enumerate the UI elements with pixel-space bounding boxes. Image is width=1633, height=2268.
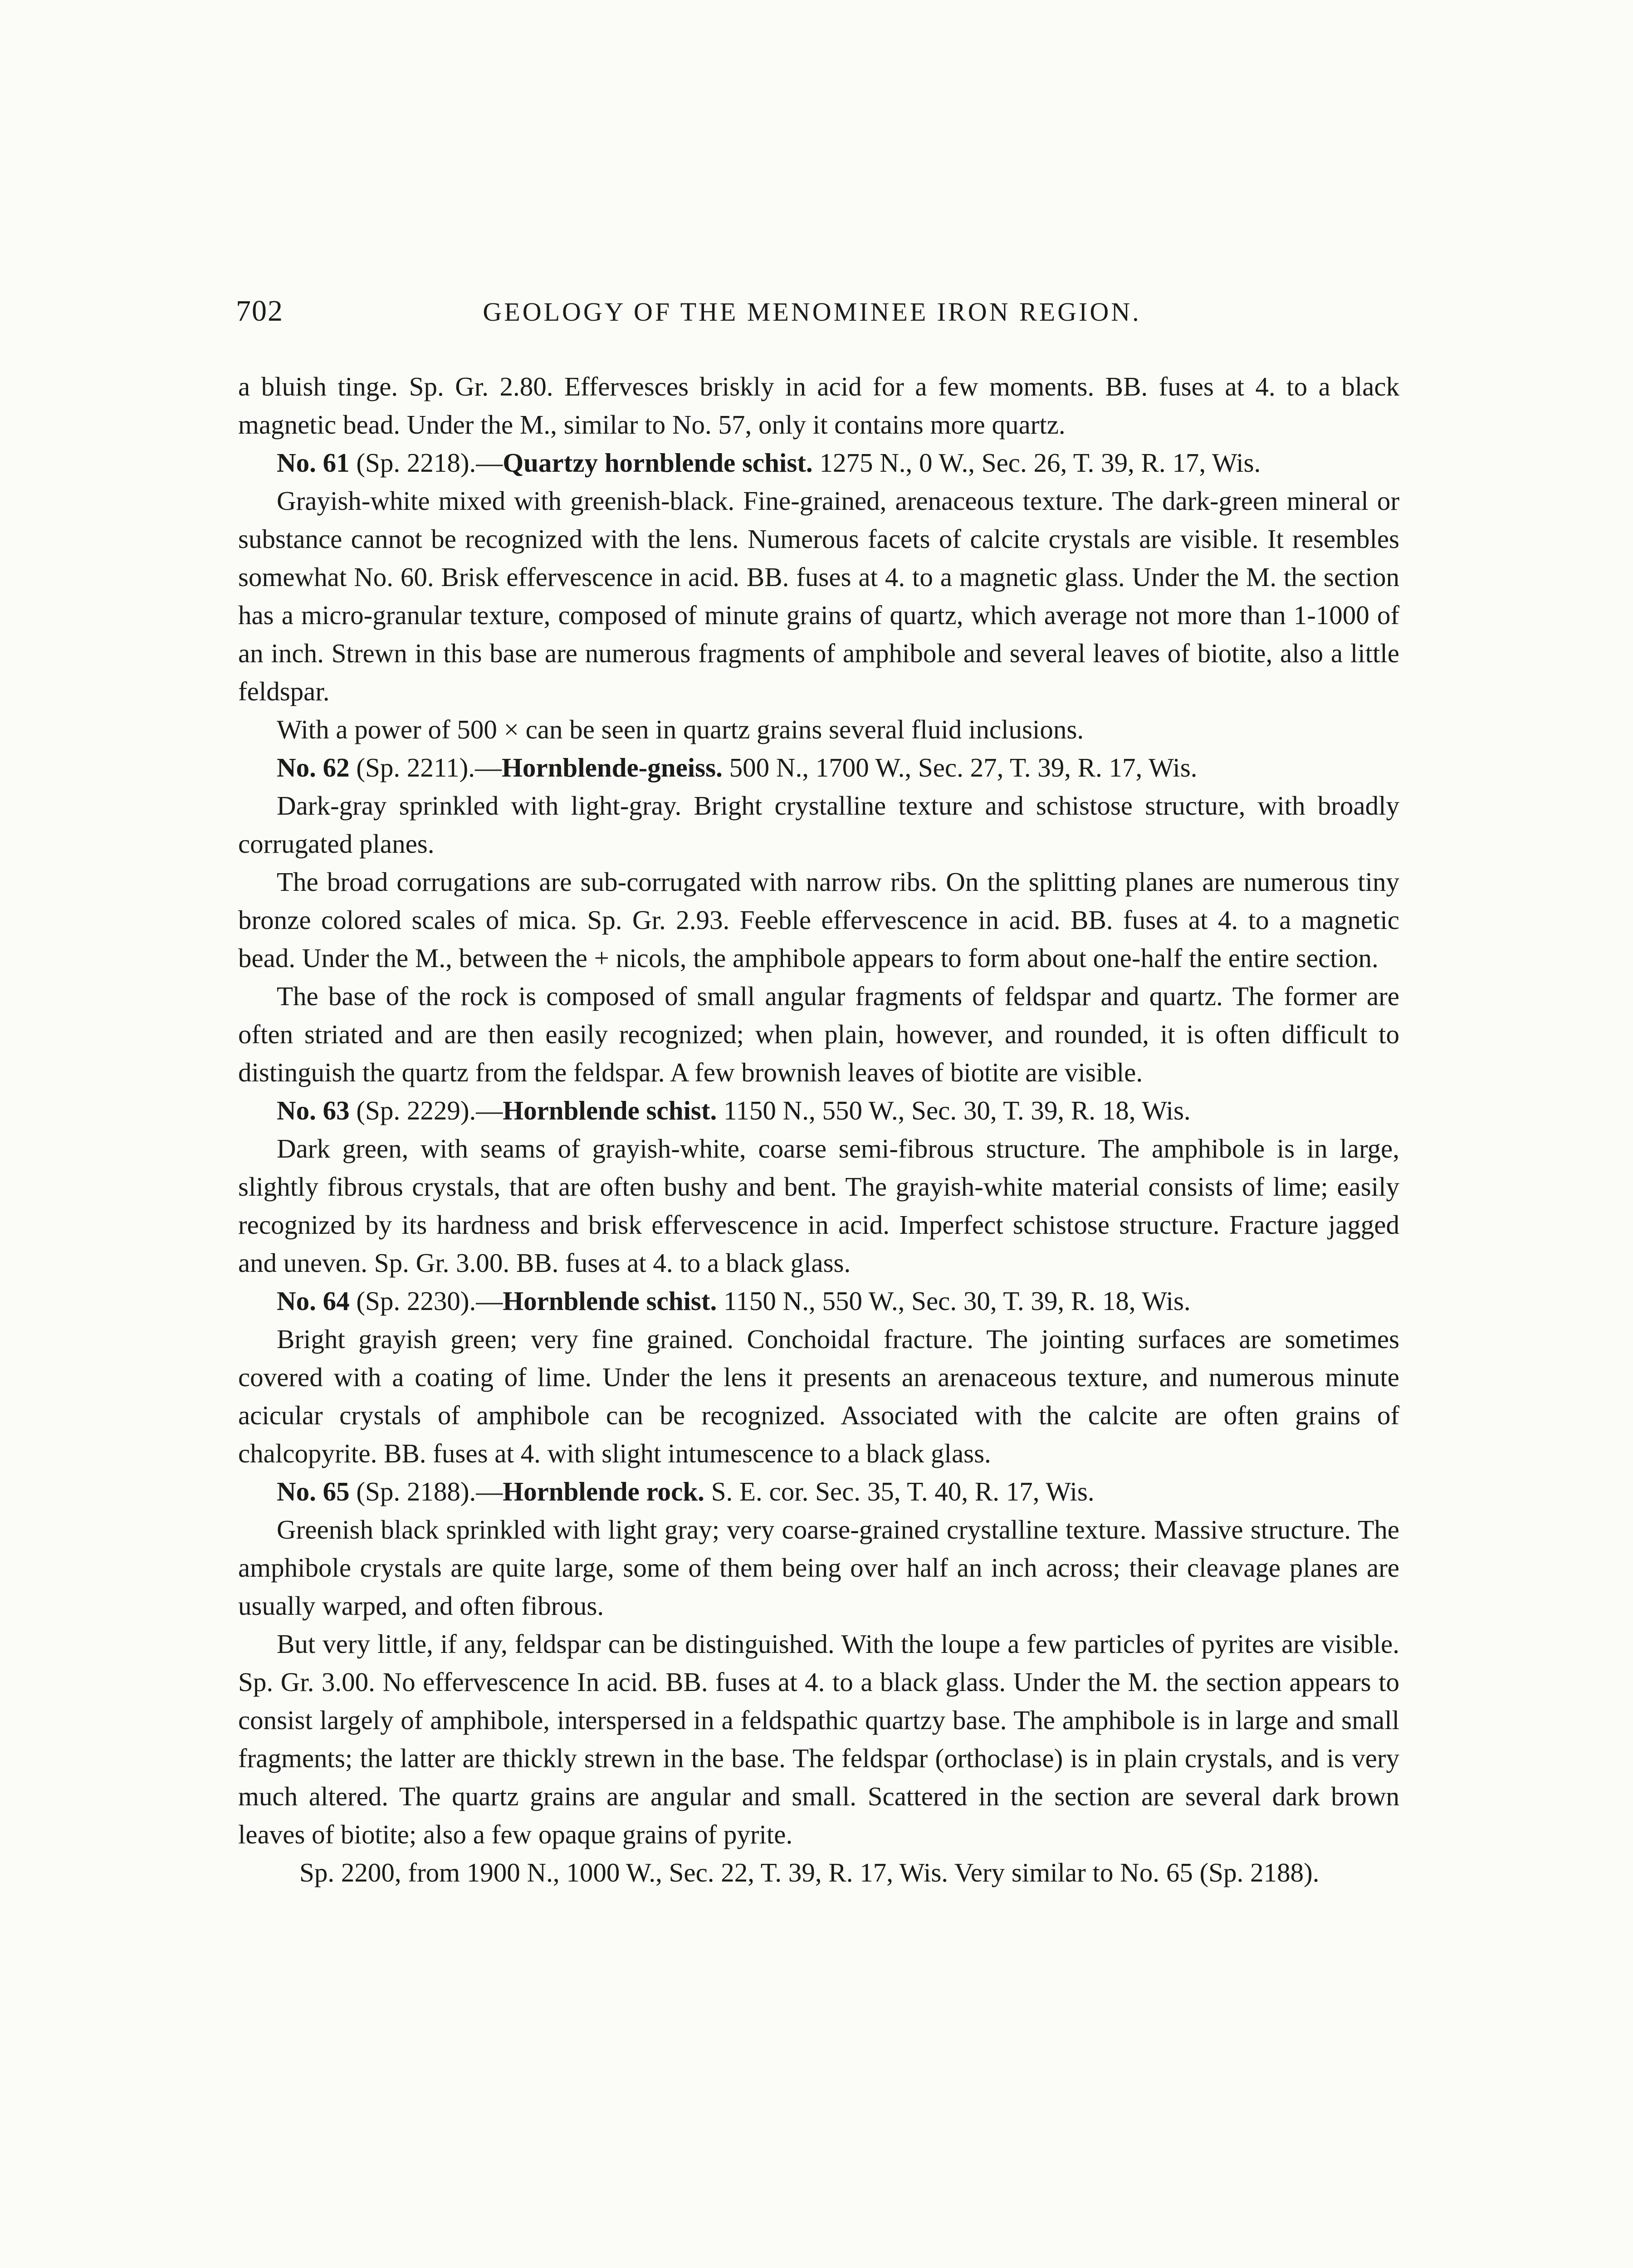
entry-heading-62 xyxy=(238,748,1399,787)
entry-specimen: (Sp. 2229).— xyxy=(356,1095,503,1125)
entry-location: S. E. cor. Sec. 35, T. 40, R. 17, Wis. xyxy=(711,1476,1095,1506)
entry-heading-61 xyxy=(238,444,1399,482)
paragraph: Bright grayish green; very fine grained. Conchoidal fracture. The jointing surfaces are sometimes covered with a coating of lime. Under the lens it presents an arenaceous texture, and numerous minute acicular crystals of amphibole can be recognized. Associated with the calcite are often grains of chalcopyrite. BB. fuses at 4. with slight intumescence to a black glass. xyxy=(238,1324,1399,1468)
paragraph: The base of the rock is composed of small angular fragments of feldspar and quartz. The former are often striated and are then easily recognized; when plain, however, and rounded, it is often difficult to distinguish the quartz from the feldspar. A few brownish leaves of biotite are visible. xyxy=(238,981,1399,1087)
running-head: GEOLOGY OF THE MENOMINEE IRON REGION. xyxy=(483,297,1141,327)
entry-number: No. 65 xyxy=(277,1476,350,1506)
entry-location: 1150 N., 550 W., Sec. 30, T. 39, R. 18, Wis. xyxy=(724,1095,1191,1125)
entry-specimen: (Sp. 2188).— xyxy=(356,1476,503,1506)
entry-specimen: (Sp. 2230).— xyxy=(356,1286,503,1316)
entry-rock-name: Quartzy hornblende schist. xyxy=(503,448,813,478)
entry-rock-name: Hornblende schist. xyxy=(503,1095,717,1125)
entry-rock-name: Hornblende rock. xyxy=(503,1476,704,1506)
paragraph: Greenish black sprinkled with light gray; very coarse-grained crystalline texture. Massive structure. The amphibole crystals are quite large, some of them being over half an inch across; their cleavage planes are usually warped, and often fibrous. xyxy=(238,1515,1399,1621)
entry-heading-63 xyxy=(238,1091,1399,1129)
paragraph: Grayish-white mixed with greenish-black. Fine-grained, arenaceous texture. The dark-green mineral or substance cannot be recognized with the lens. Numerous facets of calcite crystals are visible. It resembles somewhat No. 60. Brisk effervescence in acid. BB. fuses at 4. to a magnetic glass. Under the M. the section has a micro-granular texture, composed of minute grains of quartz, which average not more than 1-1000 of an inch. Strewn in this base are numerous fragments of amphibole and several leaves of biotite, also a little feldspar. xyxy=(238,486,1399,706)
page-header xyxy=(213,294,1411,344)
page-body xyxy=(238,367,1399,2268)
paragraph-continuation: a bluish tinge. Sp. Gr. 2.80. Effervesces briskly in acid for a few moments. BB. fuses at 4. to a black magnetic bead. Under the M., similar to No. 57, only it contains more quartz. xyxy=(238,371,1399,440)
entry-location: 1275 N., 0 W., Sec. 26, T. 39, R. 17, Wis. xyxy=(819,448,1261,478)
entry-number: No. 63 xyxy=(277,1095,350,1125)
paragraph: But very little, if any, feldspar can be distinguished. With the loupe a few particles of pyrites are visible. Sp. Gr. 3.00. No effervescence In acid. BB. fuses at 4. to a black glass. Under the M. the section appears to consist largely of amphibole, interspersed in a feldspathic quartzy base. The amphibole is in large and small fragments; the latter are thickly strewn in the base. The feldspar (orthoclase) is in plain crystals, and is very much altered. The quartz grains are angular and small. Scattered in the section are several dark brown leaves of biotite; also a few opaque grains of pyrite. xyxy=(238,1629,1399,1849)
entry-number: No. 62 xyxy=(277,753,350,782)
paragraph: The broad corrugations are sub-corrugated with narrow ribs. On the splitting planes are numerous tiny bronze colored scales of mica. Sp. Gr. 2.93. Feeble effervescence in acid. BB. fuses at 4. to a magnetic bead. Under the M., between the + nicols, the amphibole appears to form about one-half the entire section. xyxy=(238,867,1399,973)
entry-number: No. 61 xyxy=(277,448,350,478)
paragraph: Dark green, with seams of grayish-white, coarse semi-fibrous structure. The amphibole is in large, slightly fibrous crystals, that are often bushy and bent. The grayish-white material consists of lime; easily recognized by its hardness and brisk effervescence in acid. Imperfect schistose structure. Fracture jagged and uneven. Sp. Gr. 3.00. BB. fuses at 4. to a black glass. xyxy=(238,1134,1399,1278)
entry-location: 1150 N., 550 W., Sec. 30, T. 39, R. 18, Wis. xyxy=(724,1286,1191,1316)
entry-specimen: (Sp. 2218).— xyxy=(356,448,503,478)
entry-rock-name: Hornblende schist. xyxy=(503,1286,717,1316)
paragraph: Dark-gray sprinkled with light-gray. Bright crystalline texture and schistose structure, with broadly corrugated planes. xyxy=(238,791,1399,859)
entry-number: No. 64 xyxy=(277,1286,350,1316)
paragraph-similar-specimen: Sp. 2200, from 1900 N., 1000 W., Sec. 22, T. 39, R. 17, Wis. Very similar to No. 65 (Sp. 2188). xyxy=(299,1857,1320,1887)
entry-location: 500 N., 1700 W., Sec. 27, T. 39, R. 17, Wis. xyxy=(729,753,1198,782)
page-number: 702 xyxy=(236,294,284,327)
entry-specimen: (Sp. 2211).— xyxy=(356,753,502,782)
entry-heading-64 xyxy=(238,1282,1399,1320)
entry-rock-name: Hornblende-gneiss. xyxy=(502,753,723,782)
entry-heading-65 xyxy=(238,1472,1399,1510)
paragraph: With a power of 500 × can be seen in quartz grains several fluid inclusions. xyxy=(277,714,1084,744)
